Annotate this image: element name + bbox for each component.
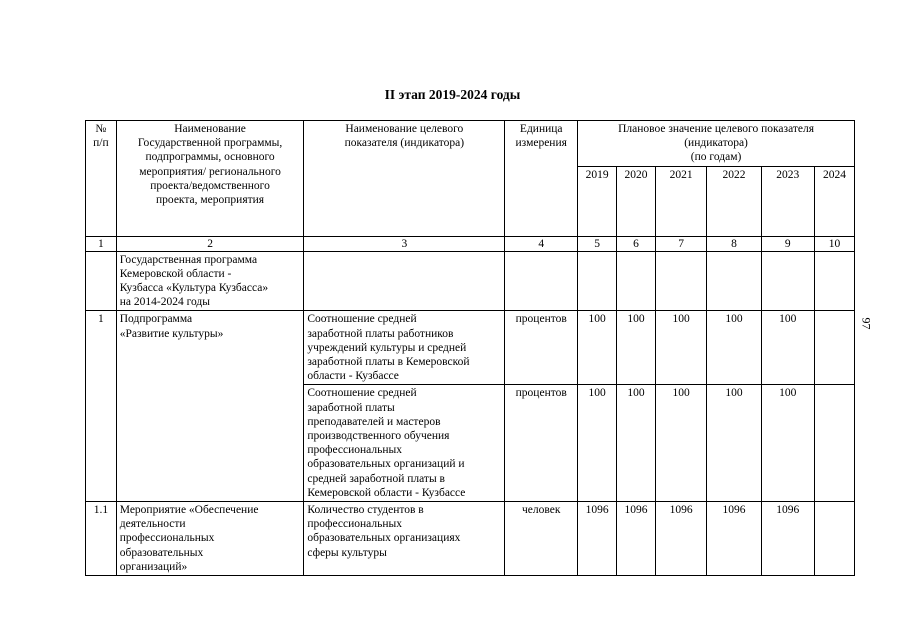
indicator-value: 100 [761,311,814,385]
column-number: 9 [761,236,814,251]
header-num: № п/п [86,121,117,237]
page-title: II этап 2019-2024 годы [384,87,521,102]
indicator-value: 1096 [656,502,707,576]
header-year: 2024 [814,166,854,236]
header-year: 2023 [761,166,814,236]
column-number: 5 [578,236,617,251]
empty-cell [304,251,505,311]
column-number: 1 [86,236,117,251]
program-name: Государственная программа Кемеровской области - Кузбасса «Культура Кузбасса» на 2014-2024 годы [116,251,304,311]
indicator-value: 100 [656,311,707,385]
column-number: 2 [116,236,304,251]
empty-cell [761,251,814,311]
indicator-value [814,311,854,385]
indicator-name: Соотношение средней заработной платы преподавателей и мастеров производственного обучения профессиональных образовательных организаций и средней заработной платы в Кемеровской области - Кузбассе [304,385,505,502]
indicator-value: 100 [617,311,656,385]
indicator-value: 100 [578,385,617,502]
header-plan: Плановое значение целевого показателя (индикатора) (по годам) [578,121,855,167]
indicator-value: 100 [707,311,761,385]
empty-cell [505,251,578,311]
measure-name: Мероприятие «Обеспечение деятельности профессиональных образовательных организаций» [116,502,304,576]
empty-cell [707,251,761,311]
program-row [86,251,855,311]
empty-cell [578,251,617,311]
indicator-value [814,502,854,576]
indicator-value: 100 [707,385,761,502]
indicator-value: 1096 [761,502,814,576]
indicator-value: 100 [761,385,814,502]
subprogram-num: 1 [86,311,117,502]
column-number: 10 [814,236,854,251]
header-year: 2019 [578,166,617,236]
subprogram-row [86,311,855,385]
header-name: Наименование Государственной программы, подпрограммы, основного мероприятия/ регионального проекта/ведомственного проекта, мероприятия [116,121,304,237]
header-year: 2020 [617,166,656,236]
program-num [86,251,117,311]
header-unit: Единица измерения [505,121,578,237]
measure-row [86,502,855,576]
indicator-value: 1096 [578,502,617,576]
column-numbers-row [86,236,855,251]
indicator-value: 100 [656,385,707,502]
indicator-value [814,385,854,502]
indicator-unit: человек [505,502,578,576]
measure-num: 1.1 [86,502,117,576]
column-number: 7 [656,236,707,251]
indicator-name: Количество студентов в профессиональных образовательных организациях сферы культуры [304,502,505,576]
indicator-value: 100 [578,311,617,385]
header-indicator: Наименование целевого показателя (индикатора) [304,121,505,237]
subprogram-name: Подпрограмма «Развитие культуры» [116,311,304,502]
column-number: 3 [304,236,505,251]
column-number: 8 [707,236,761,251]
indicator-value: 100 [617,385,656,502]
header-year: 2022 [707,166,761,236]
indicator-unit: процентов [505,311,578,385]
header-year: 2021 [656,166,707,236]
indicator-name: Соотношение средней заработной платы работников учреждений культуры и средней заработной платы в Кемеровской области - Кузбассе [304,311,505,385]
page-number: 97 [859,317,874,330]
empty-cell [656,251,707,311]
indicator-value: 1096 [707,502,761,576]
empty-cell [814,251,854,311]
empty-cell [617,251,656,311]
header-row [86,121,855,167]
column-number: 4 [505,236,578,251]
indicators-table [85,120,855,576]
indicator-value: 1096 [617,502,656,576]
column-number: 6 [617,236,656,251]
indicator-unit: процентов [505,385,578,502]
